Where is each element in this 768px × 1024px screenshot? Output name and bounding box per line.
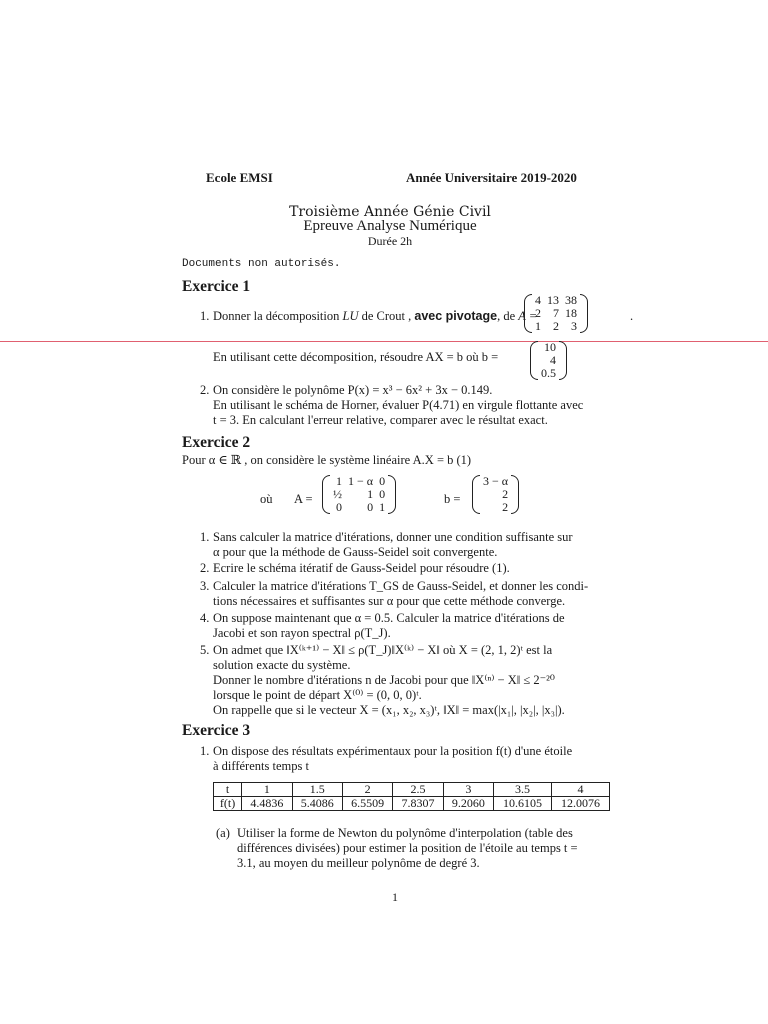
ex3-qa-label: (a) xyxy=(216,826,230,840)
ex1-q2-line3: t = 3. En calculant l'erreur relative, comparer avec le résultat exact. xyxy=(213,413,548,427)
vector-b xyxy=(530,341,567,380)
table-cell: 2 xyxy=(342,783,392,797)
ex2-matrix-a-cell: 0 xyxy=(379,487,386,501)
ex2-q-number: 3. xyxy=(200,579,210,593)
vector-b-row xyxy=(538,367,559,380)
ex2-matrix-a-cell: 1 xyxy=(336,474,342,488)
ex2-q-line: On suppose maintenant que α = 0.5. Calculer la matrice d'itérations de xyxy=(213,611,565,625)
ex2-matrix-a xyxy=(322,475,396,514)
ex2-matrix-a-cell: 0 xyxy=(379,474,386,488)
table-cell: 7.8307 xyxy=(393,797,443,811)
ex1-q1-text xyxy=(213,309,537,323)
ex1-q1-text-a: Donner la décomposition xyxy=(213,309,340,323)
pivot-emphasis: avec pivotage xyxy=(414,309,498,323)
table-cell: 2.5 xyxy=(393,783,443,797)
table-row xyxy=(214,783,610,797)
matrix-a-cell: 2 xyxy=(535,306,541,320)
matrix-a-cell: 3 xyxy=(571,319,577,333)
ex2-vector-b-cell: 3 − α xyxy=(483,474,509,488)
ex2-ou: où xyxy=(260,492,273,506)
ex2-matrix-a-cell: 1 xyxy=(379,500,386,514)
matrix-a-cell: 18 xyxy=(565,306,577,320)
matrix-a-cell: 7 xyxy=(553,306,559,320)
table-cell: 3 xyxy=(443,783,493,797)
ex1-q2-number: 2. xyxy=(200,383,210,397)
ex2-matrix-a-cell: 1 xyxy=(367,487,374,501)
ex2-q-line: Ecrire le schéma itératif de Gauss-Seidel pour résoudre (1). xyxy=(213,561,510,575)
ex2-q-line: tions nécessaires et suffisantes sur α pour que cette méthode converge. xyxy=(213,594,566,608)
ex2-q-number: 2. xyxy=(200,561,210,575)
exam-duration: Durée 2h xyxy=(367,234,413,248)
ex2-q-number: 5. xyxy=(200,643,210,657)
ex1-q1-number: 1. xyxy=(200,309,210,323)
exercise-1-heading: Exercice 1 xyxy=(182,278,251,295)
ex1-q2-line2: En utilisant le schéma de Horner, évaluer P(4.71) en virgule flottante avec xyxy=(213,398,584,412)
table-row xyxy=(214,797,610,811)
matrix-a-cell: 13 xyxy=(547,293,559,307)
lu-term: LU xyxy=(342,309,359,323)
table-cell: f(t) xyxy=(214,797,242,811)
notice-text: Documents non autorisés. xyxy=(182,258,341,270)
table-cell: 5.4086 xyxy=(292,797,342,811)
ex3-q1-number: 1. xyxy=(200,744,210,758)
ex2-b-label: b = xyxy=(444,492,461,506)
table-cell: 10.6105 xyxy=(494,797,552,811)
ex3-q1-line1: On dispose des résultats expérimentaux pour la position f(t) d'une étoile xyxy=(213,744,573,758)
ex2-q-number: 4. xyxy=(200,611,210,625)
ex1-q1-end: . xyxy=(630,309,634,323)
ex2-a-label: A = xyxy=(294,492,313,506)
table-cell: 1.5 xyxy=(292,783,342,797)
table-cell: 4 xyxy=(552,783,610,797)
matrix-a-cell: 38 xyxy=(565,293,577,307)
ex1-q1-solve-text: En utilisant cette décomposition, résoudre AX = b où b = xyxy=(213,350,499,364)
ex2-matrix-a-row xyxy=(330,501,388,514)
scan-artifact-line xyxy=(0,341,768,342)
ex2-q-number: 1. xyxy=(200,530,210,544)
ex1-q1-text-b: de Crout , xyxy=(361,309,412,323)
ex3-qa-line1: Utiliser la forme de Newton du polynôme d'interpolation (table des xyxy=(237,826,573,840)
table-cell: 9.2060 xyxy=(443,797,493,811)
ex2-q-line: α pour que la méthode de Gauss-Seidel soit convergente. xyxy=(213,545,498,559)
ex2-q-line: Jacobi et son rayon spectral ρ(T_J). xyxy=(213,626,391,640)
ex3-q1-line2: à différents temps t xyxy=(213,759,309,773)
table-cell: 12.0076 xyxy=(552,797,610,811)
ex2-vector-b-cell: 2 xyxy=(502,487,509,501)
ex2-intro: Pour α ∈ ℝ , on considère le système linéaire A.X = b (1) xyxy=(182,453,472,467)
table-cell: t xyxy=(214,783,242,797)
experimental-data-table xyxy=(213,782,610,811)
ex2-matrix-a-cell: ½ xyxy=(333,487,342,501)
ex2-matrix-a-cell: 0 xyxy=(336,500,342,514)
ex2-q-line: lorsque le point de départ X⁽⁰⁾ = (0, 0, 0)ᵗ. xyxy=(213,688,422,702)
exam-subject: Epreuve Analyse Numérique xyxy=(303,218,477,234)
school-name: Ecole EMSI xyxy=(206,170,273,185)
ex1-q1-text-c: , de xyxy=(497,309,516,323)
exercise-2-heading: Exercice 2 xyxy=(182,434,251,451)
ex2-vector-b-cell: 2 xyxy=(502,500,509,514)
academic-year: Année Universitaire 2019-2020 xyxy=(406,170,577,185)
exam-class: Troisième Année Génie Civil xyxy=(289,204,491,220)
table-cell: 6.5509 xyxy=(342,797,392,811)
ex2-matrix-a-cell: 0 xyxy=(367,500,374,514)
matrix-a-cell: 1 xyxy=(535,319,541,333)
ex2-matrix-a-cell: 1 − α xyxy=(348,474,374,488)
vector-b-cell: 4 xyxy=(550,353,556,367)
ex3-qa-line3: 3.1, au moyen du meilleur polynôme de degré 3. xyxy=(237,856,480,870)
ex2-vector-b-row xyxy=(480,501,511,514)
table-cell: 4.4836 xyxy=(242,797,292,811)
ex2-q-line: On admet que ‖X⁽ᵏ⁺¹⁾ − X‖ ≤ ρ(T_J)‖X⁽ᵏ⁾ − X‖ où X = (2, 1, 2)ᵗ est la xyxy=(213,643,553,657)
matrix-a xyxy=(524,294,588,333)
table-cell: 3.5 xyxy=(494,783,552,797)
ex2-q-line: solution exacte du système. xyxy=(213,658,351,672)
ex2-vector-b xyxy=(472,475,519,514)
matrix-a-cell: 4 xyxy=(535,293,541,307)
matrix-a-cell: 2 xyxy=(553,319,559,333)
matrix-a-row xyxy=(532,320,580,333)
ex3-qa-line2: différences divisées) pour estimer la position de l'étoile au temps t = xyxy=(237,841,578,855)
page-number: 1 xyxy=(392,890,398,904)
ex2-q-line: Donner le nombre d'itérations n de Jacobi pour que ‖X⁽ⁿ⁾ − X‖ ≤ 2⁻²⁰ xyxy=(213,673,555,687)
vector-b-cell: 10 xyxy=(544,340,556,354)
ex2-q-line: On rappelle que si le vecteur X = (x₁, x₂, x₃)ᵗ, ‖X‖ = max(|x₁|, |x₂|, |x₃|). xyxy=(213,703,565,717)
exercise-3-heading: Exercice 3 xyxy=(182,722,251,739)
vector-b-cell: 0.5 xyxy=(541,366,556,380)
ex2-q-line: Sans calculer la matrice d'itérations, donner une condition suffisante sur xyxy=(213,530,573,544)
ex1-q2-line1: On considère le polynôme P(x) = x³ − 6x² + 3x − 0.149. xyxy=(213,383,493,397)
table-cell: 1 xyxy=(242,783,292,797)
matrix-a-label: A = xyxy=(518,309,538,323)
ex2-q-line: Calculer la matrice d'itérations T_GS de Gauss-Seidel, et donner les condi- xyxy=(213,579,589,593)
